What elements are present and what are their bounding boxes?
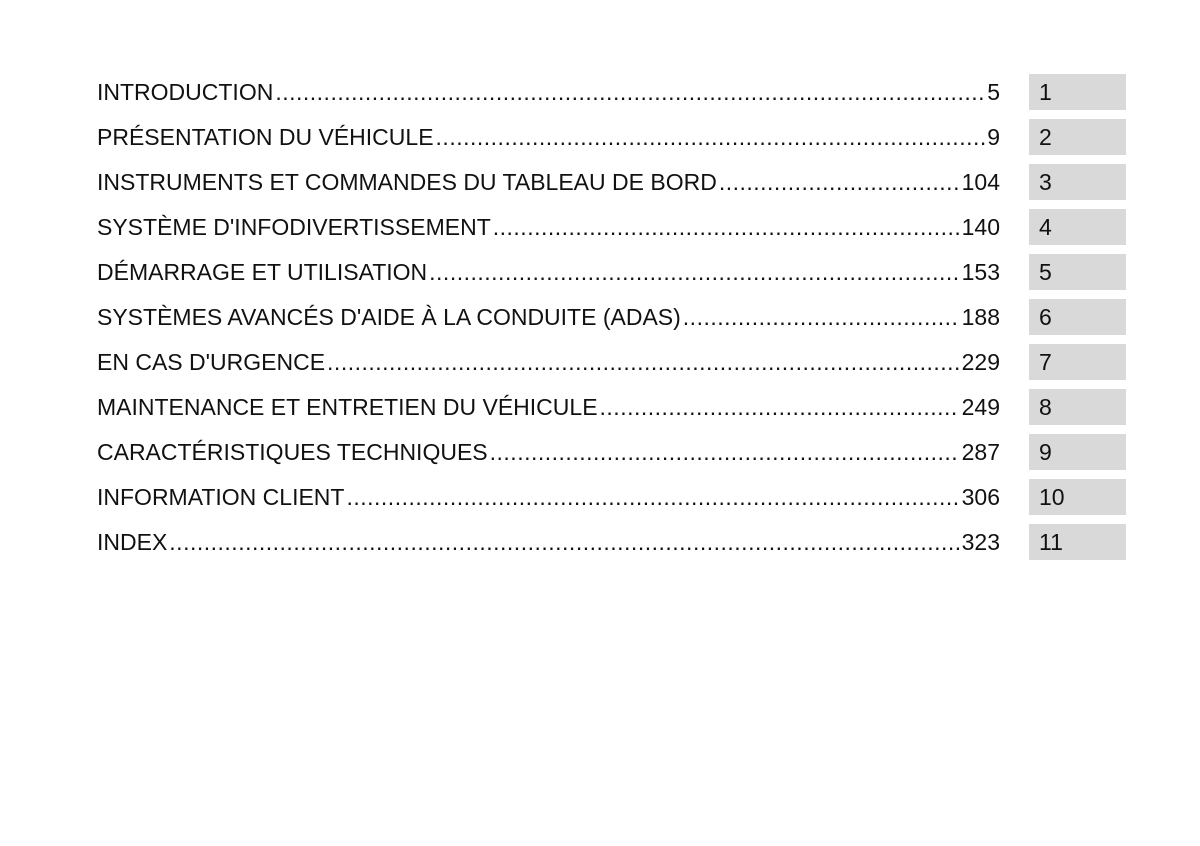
toc-entry-demarrage[interactable]: [97, 254, 1000, 290]
toc-row-caracteristiques: [97, 434, 1126, 470]
toc-row-urgence: [97, 344, 1126, 380]
toc-entry-introduction[interactable]: [97, 74, 1000, 110]
section-tab-3[interactable]: 3: [1029, 164, 1126, 200]
dot-leader: [429, 254, 959, 290]
dot-leader: [436, 119, 986, 155]
toc-entry-title: INDEX: [97, 529, 168, 555]
toc-entry-page-number: 306: [961, 484, 1000, 510]
toc-entry-title: INFORMATION CLIENT: [97, 484, 345, 510]
section-tab-10[interactable]: 10: [1029, 479, 1126, 515]
dot-leader: [719, 164, 960, 200]
dot-leader: [169, 524, 959, 560]
toc-entry-page-number: 5: [987, 79, 1000, 105]
toc-entry-page-number: 9: [987, 124, 1000, 150]
section-tab-4[interactable]: 4: [1029, 209, 1126, 245]
toc-entry-page-number: 104: [961, 169, 1000, 195]
toc-entry-caracteristiques[interactable]: [97, 434, 1000, 470]
toc-entry-title: MAINTENANCE ET ENTRETIEN DU VÉHICULE: [97, 394, 598, 420]
toc-entry-infodivertissement[interactable]: [97, 209, 1000, 245]
section-tab-7[interactable]: 7: [1029, 344, 1126, 380]
toc-entry-title: SYSTÈMES AVANCÉS D'AIDE À LA CONDUITE (ADAS): [97, 304, 681, 330]
toc-entry-instruments[interactable]: [97, 164, 1000, 200]
section-tab-1[interactable]: 1: [1029, 74, 1126, 110]
toc-entry-page-number: 229: [961, 349, 1000, 375]
toc-entry-title: CARACTÉRISTIQUES TECHNIQUES: [97, 439, 488, 465]
section-tab-6[interactable]: 6: [1029, 299, 1126, 335]
toc-entry-page-number: 287: [961, 439, 1000, 465]
dot-leader: [683, 299, 960, 335]
dot-leader: [490, 434, 960, 470]
toc-row-instruments: [97, 164, 1126, 200]
toc-entry-page-number: 153: [961, 259, 1000, 285]
toc-entry-presentation[interactable]: [97, 119, 1000, 155]
section-tab-2[interactable]: 2: [1029, 119, 1126, 155]
section-tab-11[interactable]: 11: [1029, 524, 1126, 560]
toc-entry-page-number: 140: [961, 214, 1000, 240]
dot-leader: [346, 479, 959, 515]
toc-entry-title: SYSTÈME D'INFODIVERTISSEMENT: [97, 214, 491, 240]
section-tab-9[interactable]: 9: [1029, 434, 1126, 470]
toc-entry-information-client[interactable]: [97, 479, 1000, 515]
toc-row-infodivertissement: [97, 209, 1126, 245]
toc-row-introduction: [97, 74, 1126, 110]
toc-entry-title: EN CAS D'URGENCE: [97, 349, 326, 375]
toc-entry-title: INTRODUCTION: [97, 79, 274, 105]
toc-row-presentation: [97, 119, 1126, 155]
toc-row-maintenance: [97, 389, 1126, 425]
dot-leader: [493, 209, 960, 245]
table-of-contents: [97, 74, 1126, 569]
toc-entry-index[interactable]: [97, 524, 1000, 560]
toc-entry-title: DÉMARRAGE ET UTILISATION: [97, 259, 428, 285]
section-tab-5[interactable]: 5: [1029, 254, 1126, 290]
dot-leader: [275, 74, 985, 110]
dot-leader: [327, 344, 960, 380]
toc-row-information-client: [97, 479, 1126, 515]
toc-row-index: [97, 524, 1126, 560]
toc-entry-page-number: 188: [961, 304, 1000, 330]
dot-leader: [600, 389, 960, 425]
toc-row-adas: [97, 299, 1126, 335]
toc-entry-title: PRÉSENTATION DU VÉHICULE: [97, 124, 434, 150]
toc-entry-title: INSTRUMENTS ET COMMANDES DU TABLEAU DE BORD: [97, 169, 717, 195]
toc-entry-maintenance[interactable]: [97, 389, 1000, 425]
toc-entry-page-number: 249: [961, 394, 1000, 420]
section-tab-8[interactable]: 8: [1029, 389, 1126, 425]
toc-row-demarrage: [97, 254, 1126, 290]
toc-entry-page-number: 323: [961, 529, 1000, 555]
toc-entry-adas[interactable]: [97, 299, 1000, 335]
toc-entry-urgence[interactable]: [97, 344, 1000, 380]
